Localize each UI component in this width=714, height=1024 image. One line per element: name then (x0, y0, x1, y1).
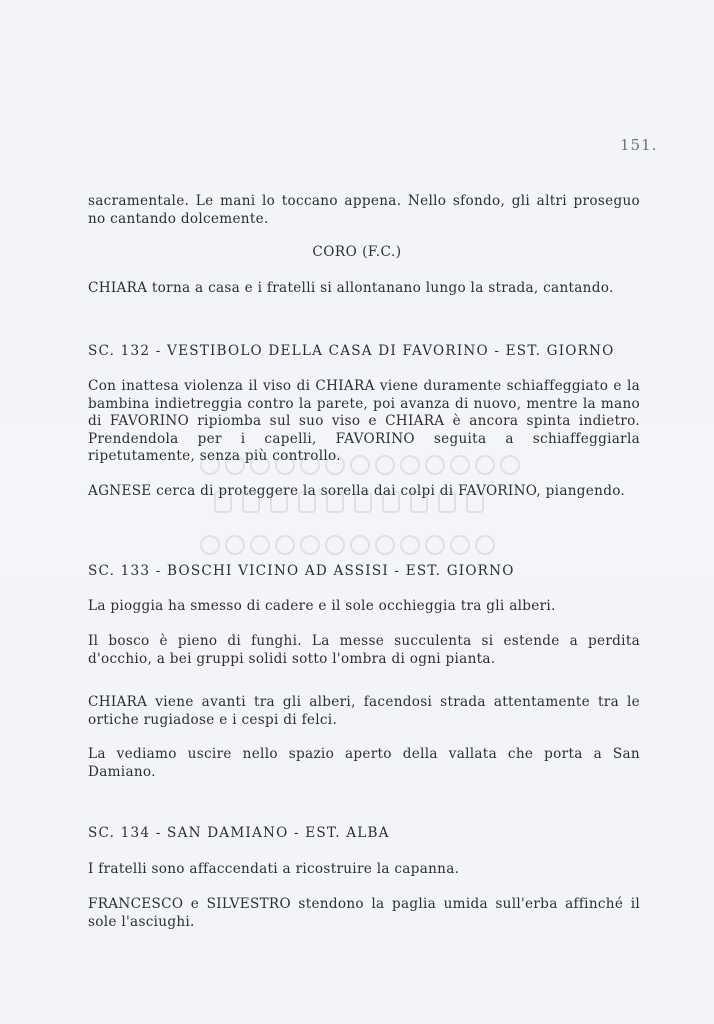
paragraph-2: CHIARA torna a casa e i fratelli si allontanano lungo la strada, cantando. (88, 280, 614, 296)
paragraph-6: Il bosco è pieno di funghi. La messe succulenta si estende a perdita d'occhio, a bei gruppi solidi sotto l'ombra di ogni pianta. (88, 633, 640, 667)
paragraph-1: sacramentale. Le mani lo toccano appena. Nello sfondo, gli altri proseguo no cantando dolcemente. (88, 193, 640, 227)
paragraph-9: I fratelli sono affaccendati a ricostruire la capanna. (88, 861, 460, 877)
page-number: 151. (620, 136, 658, 154)
watermark-row-2 (215, 492, 483, 512)
paragraph-3: Con inattesa violenza il viso di CHIARA viene duramente schiaffeggiato e la bambina indietreggia contro la parete, poi avanza di nuovo, mentre la mano di FAVORINO ripiomba sul suo viso e CHIARA è ancora spinta indietro. Prendendola per i capelli, FAVORINO seguita a schiaffeggiarla ripetutamente, senza più controllo. (88, 378, 640, 464)
scene-133-heading: SC. 133 - BOSCHI VICINO AD ASSISI - EST. GIORNO (88, 563, 515, 579)
scene-134-heading: SC. 134 - SAN DAMIANO - EST. ALBA (88, 825, 390, 841)
scene-132-heading: SC. 132 - VESTIBOLO DELLA CASA DI FAVORINO - EST. GIORNO (88, 343, 615, 359)
watermark-stamp (195, 450, 525, 565)
watermark-row-3 (201, 536, 494, 554)
paragraph-8: La vediamo uscire nello spazio aperto della vallata che porta a San Damiano. (88, 746, 640, 780)
paragraph-10: FRANCESCO e SILVESTRO stendono la paglia umida sull'erba affinché il sole l'asciughi. (88, 896, 640, 930)
coro-heading: CORO (F.C.) (312, 244, 402, 260)
watermark-row-1 (201, 456, 519, 474)
paragraph-7: CHIARA viene avanti tra gli alberi, facendosi strada attentamente tra le ortiche rugiadose e i cespi di felci. (88, 694, 640, 728)
paragraph-5: La pioggia ha smesso di cadere e il sole occhieggia tra gli alberi. (88, 598, 556, 614)
paragraph-4: AGNESE cerca di proteggere la sorella dai colpi di FAVORINO, piangendo. (88, 483, 626, 499)
